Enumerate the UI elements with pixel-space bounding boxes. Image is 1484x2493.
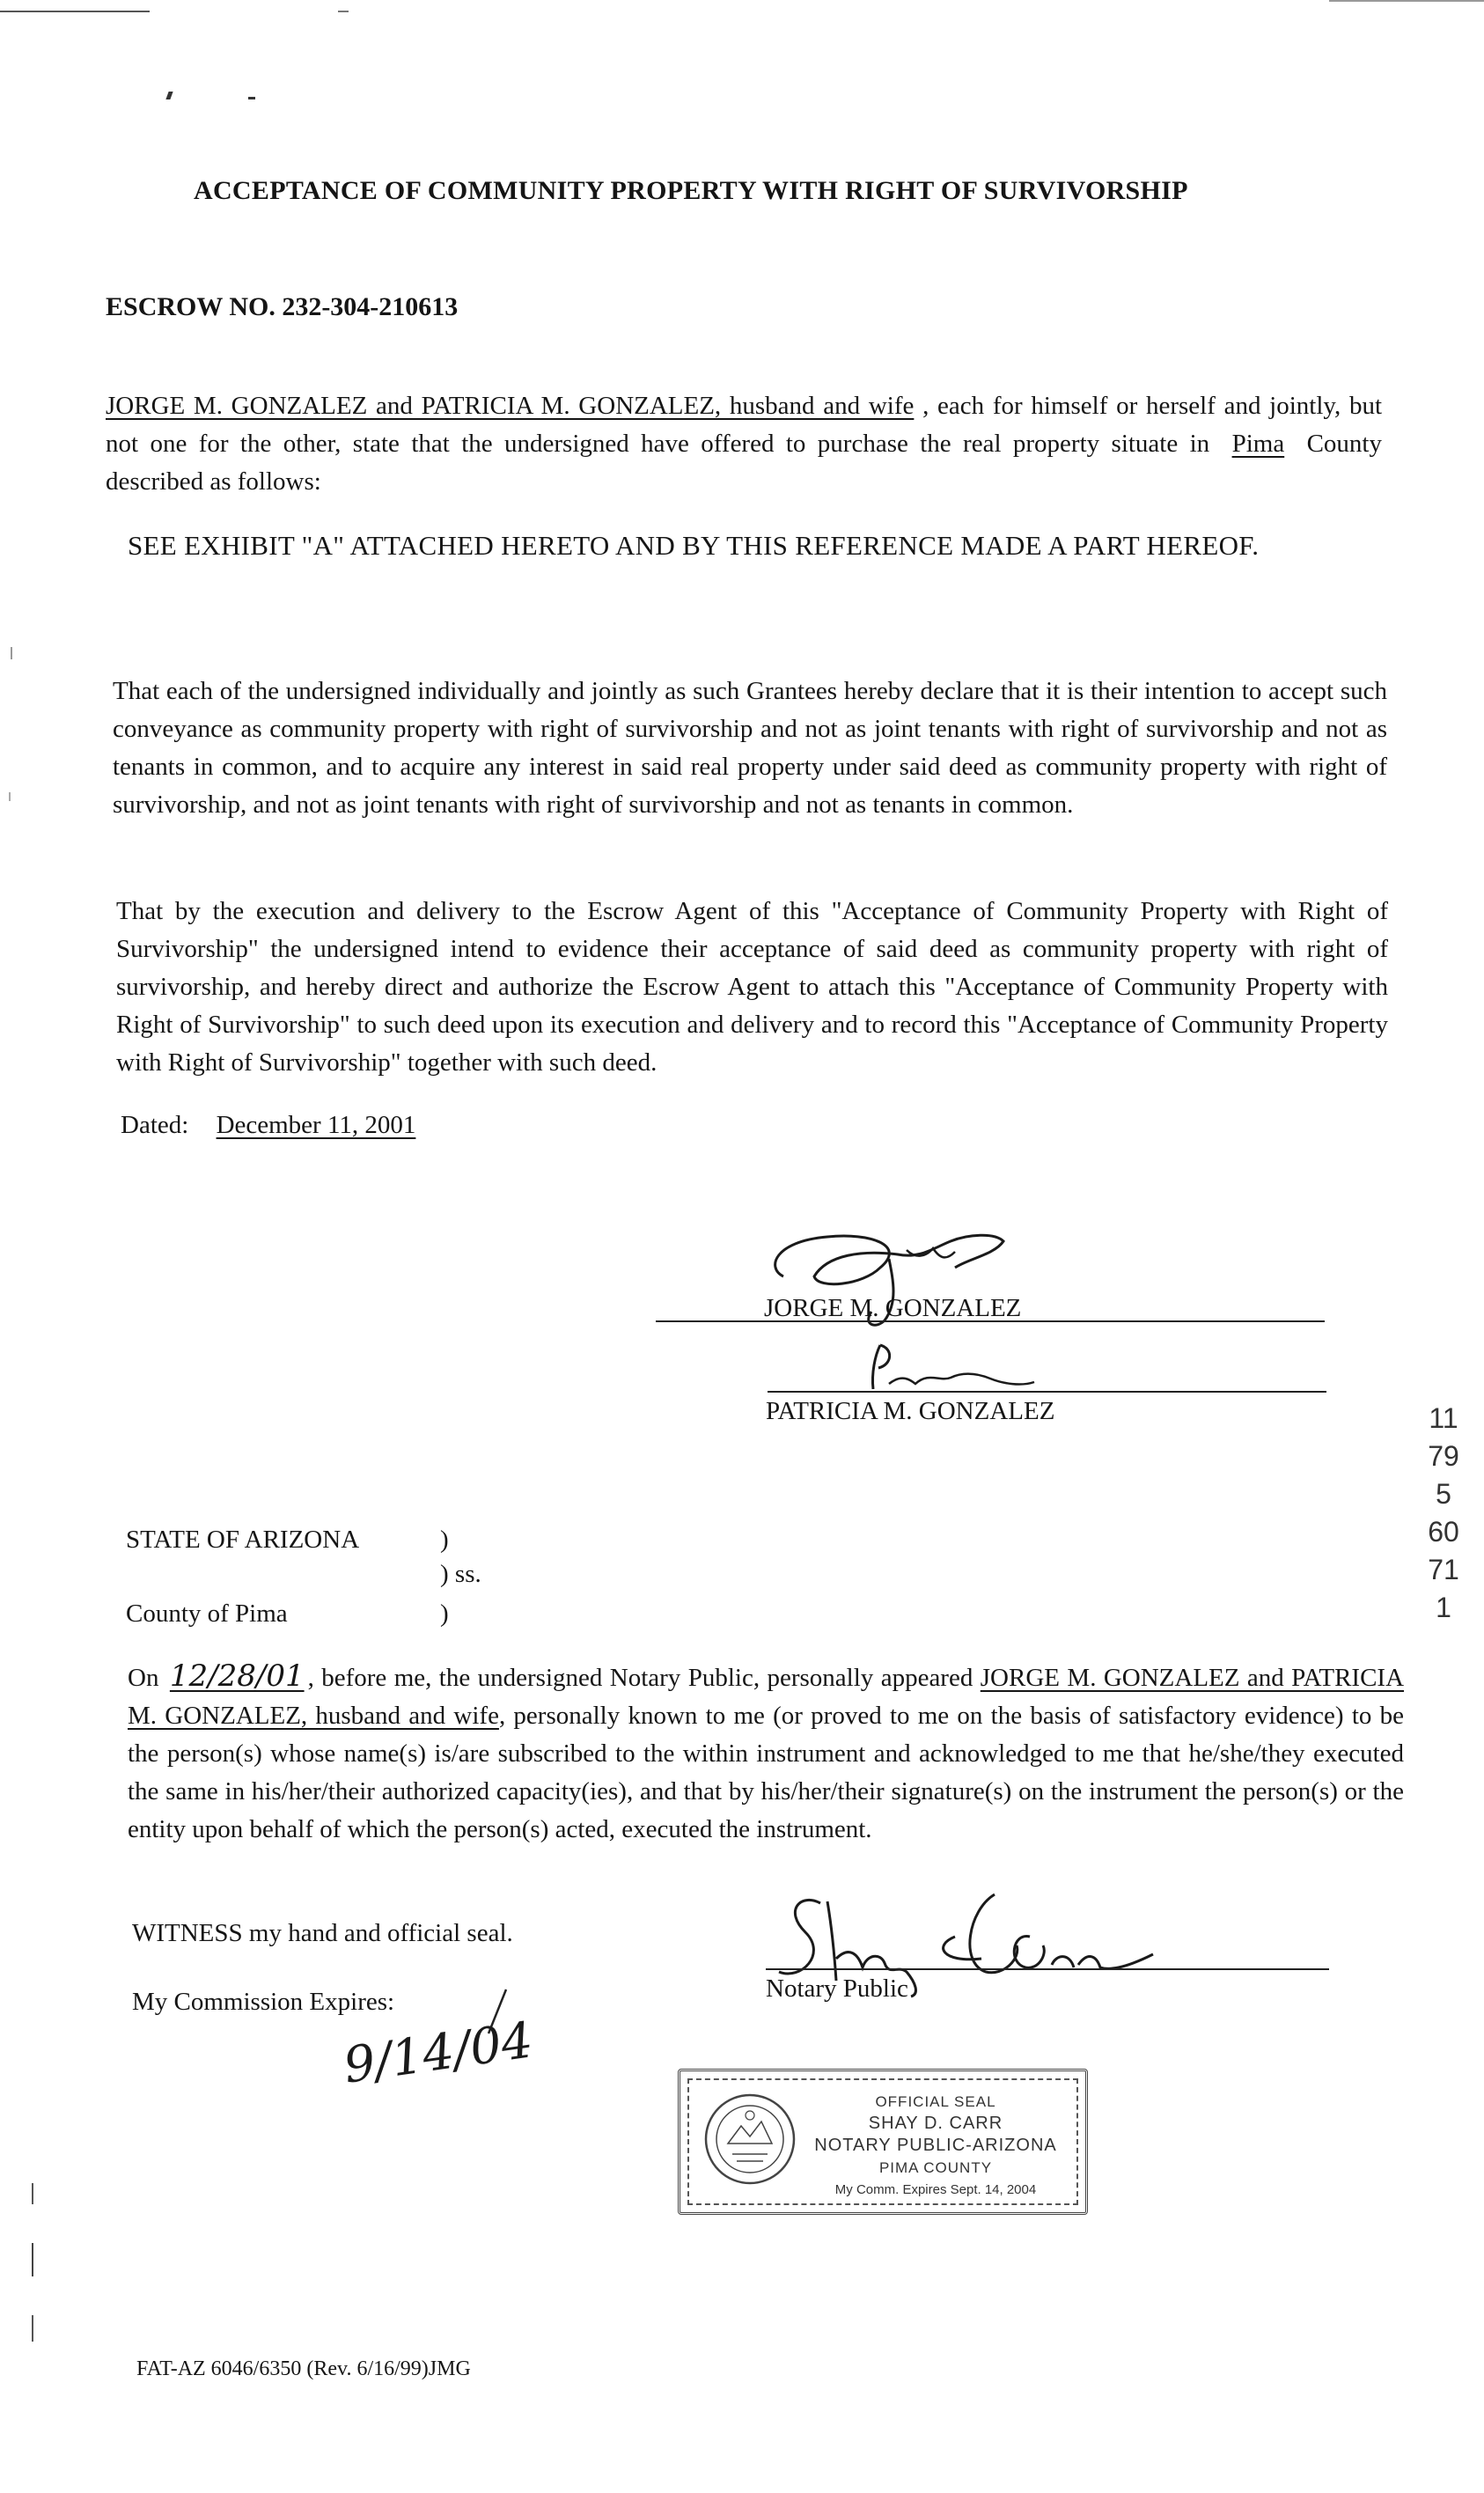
witness-statement: WITNESS my hand and official seal. — [132, 1919, 513, 1947]
official-seal-stamp — [678, 2069, 1088, 2215]
dated-value: December 11, 2001 — [216, 1111, 416, 1139]
intro-text: , each for himself or herself and jointly, but not one for the other, state that the undersigned have offered to purchase the real property situate in — [106, 392, 1383, 458]
scan-edge-mark — [0, 11, 150, 12]
ack-text-rest: , personally known to me (or proved to me on the basis of satisfactory evidence) to be the person(s) whose name(s) is/are subscribed to the within instrument and acknowledged to me that he/she/they executed the same in his/her/their authorized capacity(ies), and that by his/her/their signature(s) on the instrument the person(s) or the entity upon behalf of which the person(s) acted, executed the instrument. — [128, 1702, 1404, 1843]
notary-public-label: Notary Public — [766, 1975, 908, 2003]
acknowledgment-paragraph — [128, 1658, 1404, 1849]
commission-label: My Commission Expires: — [132, 1988, 395, 2016]
scan-edge-mark — [32, 2315, 33, 2342]
document-title: ACCEPTANCE OF COMMUNITY PROPERTY WITH RIGHT OF SURVIVORSHIP — [194, 176, 1188, 205]
commission-handwritten-date: 9/14/04 — [340, 2011, 537, 2095]
dated-label: Dated: — [121, 1111, 189, 1139]
seal-text-block — [804, 2091, 1068, 2201]
signature-line-2 — [768, 1391, 1326, 1393]
county-name: Pima — [1231, 430, 1285, 458]
scan-edge-mark — [338, 11, 349, 12]
seal-county: PIMA COUNTY — [878, 2159, 993, 2176]
scan-speck — [248, 97, 255, 99]
ack-on: On — [128, 1664, 159, 1692]
venue-paren-top: ) — [440, 1526, 449, 1554]
recording-number: 11795 60711 — [1428, 1402, 1459, 1623]
ack-handwritten-date: 12/28/01 — [169, 1658, 305, 1694]
declaration-paragraph: That each of the undersigned individually and jointly as such Grantees hereby declare that it is their intention to accept such conveyance as community property with right of survivorship and not as joint tenants with right of survivorship and not as tenants in common, and to acquire any interest in said real property under said deed as community property with right of survivorship, and not as joint tenants with right of survivorship and not as tenants in common. — [113, 677, 1387, 819]
venue-state: STATE OF ARIZONA — [126, 1526, 360, 1554]
seal-notary-name: SHAY D. CARR — [868, 2114, 1003, 2133]
authorization-paragraph: That by the execution and delivery to the Escrow Agent of this "Acceptance of Community Property with Right of Survivorship" the undersigned intend to evidence their acceptance of said deed as community property with right of survivorship, and hereby direct and authorize the Escrow Agent to attach this "Acceptance of Community Property with Right of Survivorship" to such deed upon its execution and delivery and to record this "Acceptance of Community Property with Right of Survivorship" together with such deed. — [116, 897, 1388, 1077]
dated-line — [121, 1111, 435, 1140]
scan-edge-mark — [32, 2183, 33, 2204]
venue-county: County of Pima — [126, 1599, 288, 1628]
venue-paren-bottom: ) — [440, 1599, 449, 1628]
intro-text-end: County described as follows: — [106, 430, 1382, 496]
grantee-names: JORGE M. GONZALEZ and PATRICIA M. GONZALEZ, husband and wife — [106, 392, 915, 420]
signer-name-patricia: PATRICIA M. GONZALEZ — [766, 1397, 1055, 1425]
seal-heading: OFFICIAL SEAL — [875, 2093, 996, 2110]
exhibit-reference: SEE EXHIBIT "A" ATTACHED HERETO AND BY THIS REFERENCE MADE A PART HEREOF. — [128, 530, 1260, 561]
seal-notary-title: NOTARY PUBLIC-ARIZONA — [814, 2136, 1057, 2155]
ack-names: JORGE M. GONZALEZ and PATRICIA M. GONZALEZ, husband and wife — [128, 1664, 1405, 1730]
notary-signature-line — [766, 1968, 1329, 1970]
scan-speck — [11, 647, 12, 659]
ack-text: , before me, the undersigned Notary Public, personally appeared — [307, 1664, 973, 1692]
escrow-number: ESCROW NO. 232-304-210613 — [106, 292, 459, 321]
scan-speck — [9, 792, 11, 801]
intro-paragraph — [106, 387, 1382, 501]
scan-speck — [165, 92, 173, 99]
venue-ss: ) ss. — [440, 1560, 481, 1588]
scan-edge-mark — [32, 2243, 33, 2276]
state-seal-emblem — [702, 2091, 798, 2188]
seal-expiration: My Comm. Expires Sept. 14, 2004 — [834, 2182, 1037, 2197]
scan-edge-mark — [1329, 0, 1484, 2]
signer-name-jorge: JORGE M. GONZALEZ — [764, 1294, 1022, 1322]
form-code-footer: FAT-AZ 6046/6350 (Rev. 6/16/99)JMG — [136, 2357, 471, 2380]
